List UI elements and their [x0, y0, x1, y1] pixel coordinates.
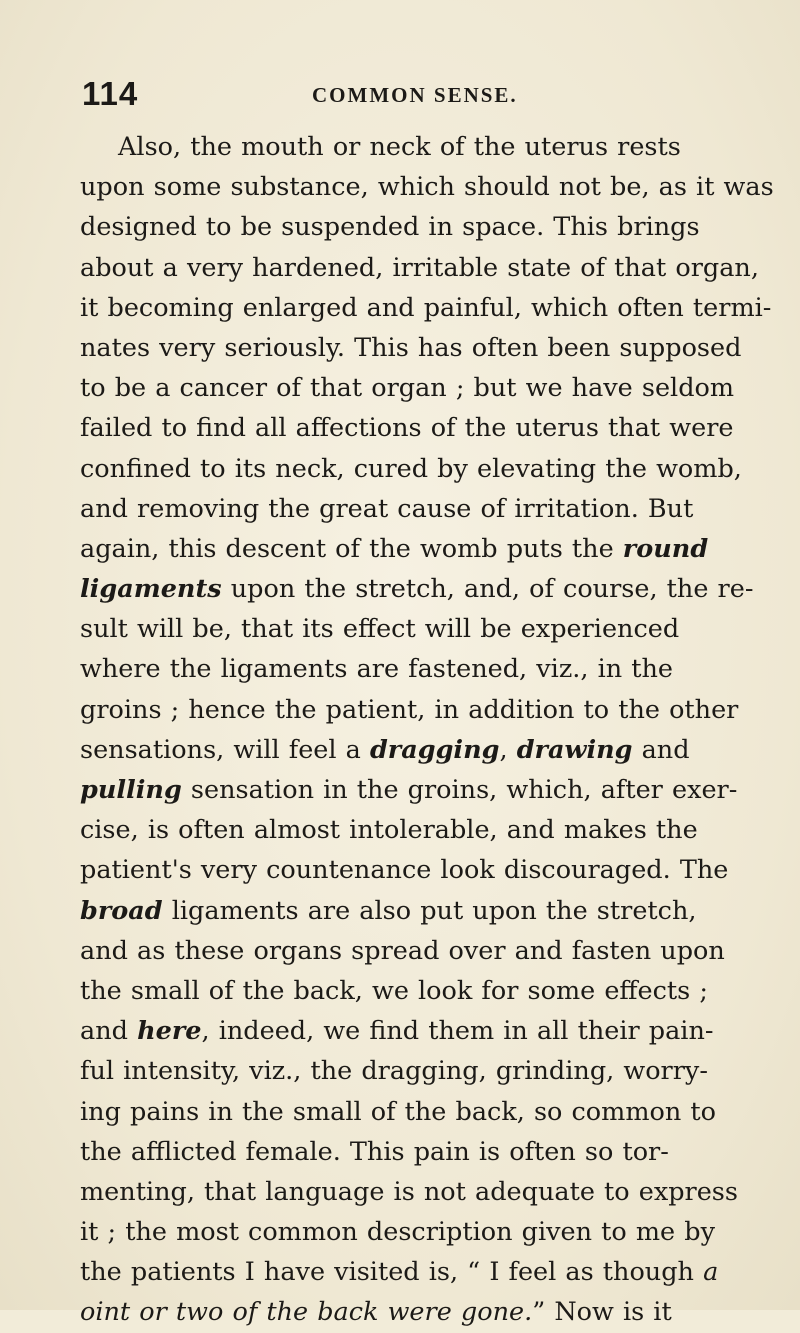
text-segment: upon the stretch, and, of course, the re- [221, 574, 754, 605]
text-line: and removing the great cause of irritation. But [80, 493, 694, 524]
emphasized-term: drawing [516, 734, 633, 765]
text-segment: and [80, 1016, 138, 1047]
text-line: and as these organs spread over and fasten upon [80, 935, 725, 966]
text-line: it becoming enlarged and painful, which often termi- [80, 292, 772, 323]
emphasized-term: dragging [369, 734, 500, 765]
text-line: nates very seriously. This has often been supposed [80, 332, 742, 363]
text-line: about a very hardened, irritable state of that organ, [80, 252, 759, 283]
emphasized-term: pulling [80, 775, 182, 805]
text-line: ful intensity, viz., the dragging, grinding, worry- [80, 1056, 708, 1087]
text-segment: ” Now is it [532, 1297, 672, 1328]
emphasized-term: round [622, 533, 709, 564]
text-line [80, 770, 743, 810]
text-line: designed to be suspended in space. This brings [80, 212, 700, 243]
text-segment: again, this descent of the womb puts the [80, 533, 623, 564]
text-line: sult will be, that its effect will be experienced [80, 614, 680, 645]
text-line: upon some substance, which should not be, as it was [80, 172, 774, 203]
text-line: the afflicted female. This pain is often so tor- [80, 1136, 669, 1167]
text-line: where the ligaments are fastened, viz., in the [80, 654, 674, 685]
emphasized-term: a [703, 1257, 719, 1288]
emphasized-term: oint or two of the back were gone. [80, 1297, 533, 1328]
text-line [80, 730, 743, 770]
text-line [80, 529, 743, 569]
text-line: the small of the back, we look for some effects ; [80, 975, 708, 1006]
text-line: cise, is often almost intolerable, and makes the [80, 815, 698, 846]
emphasized-term: here [137, 1016, 202, 1047]
text-segment: and [632, 734, 690, 765]
text-line: Also, the mouth or neck of the uterus rests [118, 132, 681, 162]
emphasized-term: ligaments [80, 574, 222, 605]
text-line [80, 1011, 743, 1051]
text-line [80, 569, 754, 609]
text-line: failed to find all affections of the uterus that were [80, 413, 734, 444]
text-line: menting, that language is not adequate to express [80, 1176, 738, 1207]
text-segment: sensation in the groins, which, after exer- [181, 775, 738, 805]
text-segment: , indeed, we find them in all their pain- [201, 1016, 714, 1047]
text-line: confined to its neck, cured by elevating the womb, [80, 453, 742, 484]
text-segment: ligaments are also put upon the stretch, [162, 895, 697, 926]
running-head: COMMON SENSE. [312, 83, 518, 107]
text-line [80, 1292, 743, 1332]
text-line: patient's very countenance look discouraged. The [80, 855, 729, 886]
page-number: 114 [82, 75, 139, 112]
text-line: it ; the most common description given to me by [80, 1217, 715, 1248]
text-line [80, 1252, 743, 1292]
text-segment: the patients I have visited is, “ I feel as though [80, 1257, 704, 1288]
body-text [80, 127, 774, 1333]
text-line: ing pains in the small of the back, so common to [80, 1096, 716, 1127]
text-segment: , [499, 734, 517, 765]
text-line: groins ; hence the patient, in addition to the other [80, 694, 739, 725]
emphasized-term: broad [80, 895, 163, 926]
page-header [82, 74, 742, 124]
text-segment: sensations, will feel a [80, 734, 370, 765]
text-line [80, 891, 743, 931]
text-line: to be a cancer of that organ ; but we have seldom [80, 373, 735, 404]
